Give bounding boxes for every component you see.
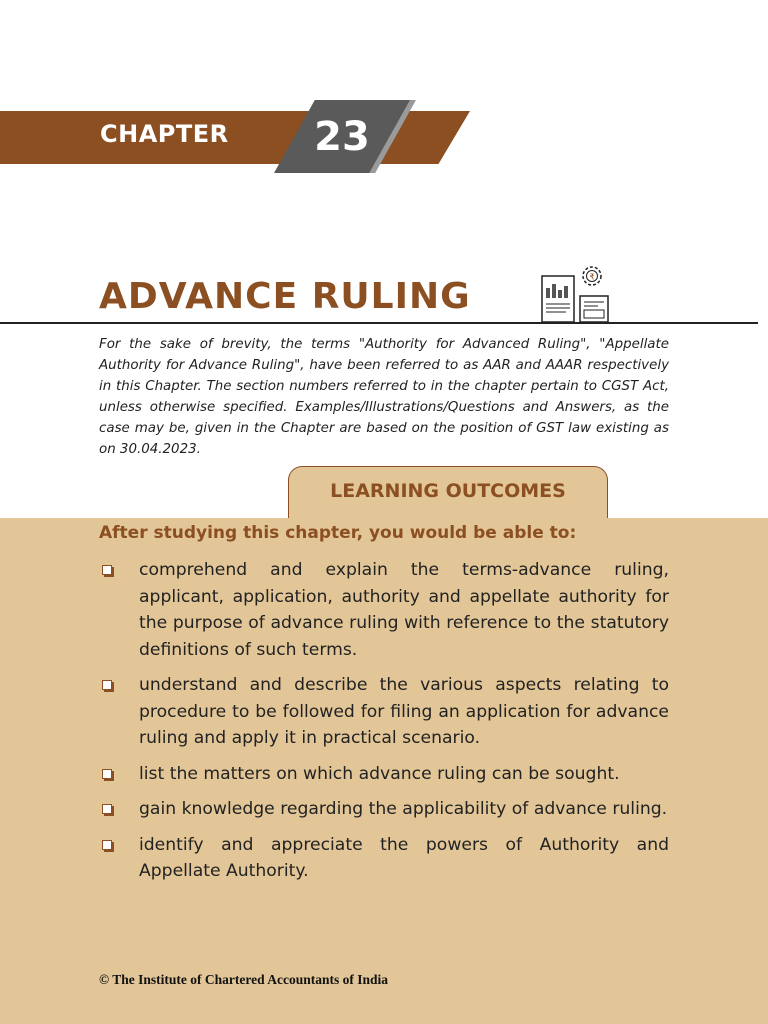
chapter-band-tail <box>400 111 470 164</box>
learning-outcomes-lead: After studying this chapter, you would be able to: <box>99 523 577 543</box>
list-item <box>99 672 669 752</box>
intro-note: For the sake of brevity, the terms "Authority for Advanced Ruling", "Appellate Authority for Advance Ruling", have been referred to as AAR and AAAR respectively in this Chapter. The section numbers referred to in the chapter pertain to CGST Act, unless otherwise specified. Examples/Illustrations/Questions and Answers, as the case may be, given in the Chapter are based on the position of GST law existing as on 30.04.2023. <box>99 337 669 457</box>
svg-text:₹: ₹ <box>589 272 595 282</box>
document-chart-icon <box>538 262 614 324</box>
list-item-text: identify and appreciate the powers of Authority and Appellate Authority. <box>139 834 669 881</box>
list-item <box>99 832 669 885</box>
learning-outcomes-heading: LEARNING OUTCOMES <box>330 480 566 502</box>
list-item <box>99 796 669 823</box>
checkbox-bullet-icon <box>102 804 112 814</box>
checkbox-bullet-icon <box>102 680 112 690</box>
checkbox-bullet-icon <box>102 840 112 850</box>
list-item-text: gain knowledge regarding the applicability of advance ruling. <box>139 799 668 819</box>
learning-outcomes-list <box>99 557 669 894</box>
chapter-title: ADVANCE RULING <box>99 276 471 317</box>
list-item <box>99 761 669 788</box>
title-divider <box>0 322 758 324</box>
checkbox-bullet-icon <box>102 565 112 575</box>
chapter-number: 23 <box>314 113 370 160</box>
footer-copyright: © The Institute of Chartered Accountants of India <box>99 972 388 987</box>
list-item-text: comprehend and explain the terms-advance ruling, applicant, application, authority and appellate authority for the purpose of advance ruling with reference to the statutory definitions of such terms. <box>139 560 669 660</box>
chapter-label: CHAPTER <box>100 120 229 148</box>
list-item-text: list the matters on which advance ruling can be sought. <box>139 763 620 784</box>
list-item-text: understand and describe the various aspects relating to procedure to be followed for filing an application for advance ruling and apply it in practical scenario. <box>139 675 669 748</box>
rupee-gear-icon <box>583 267 601 285</box>
checkbox-bullet-icon <box>102 769 112 779</box>
list-item <box>99 557 669 663</box>
